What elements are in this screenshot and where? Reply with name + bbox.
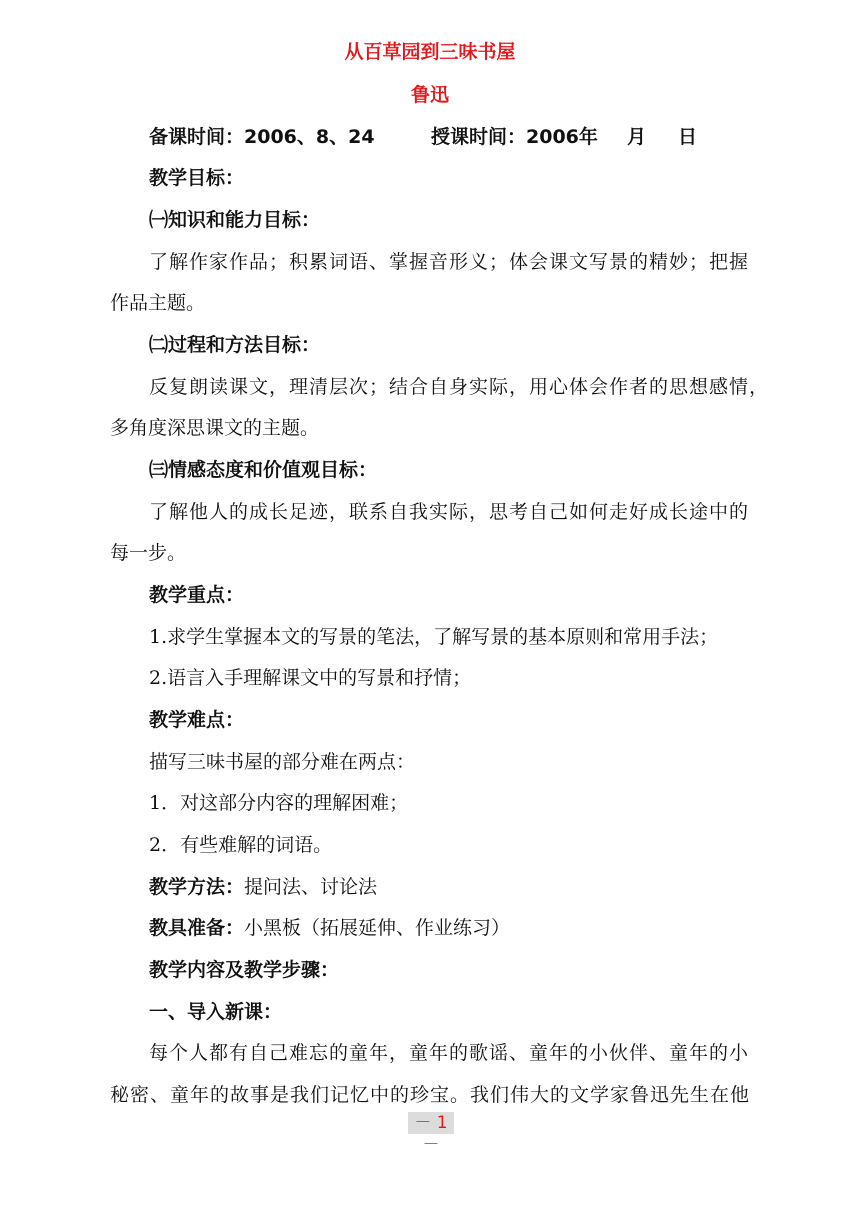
difficulty-2: 2．有些难解的词语。 xyxy=(149,834,333,856)
teaching-tools xyxy=(149,916,510,940)
difficulty-1: 1．对这部分内容的理解困难； xyxy=(149,792,409,814)
teaching-method xyxy=(149,875,377,899)
objective-3-heading: ㈢情感态度和价值观目标： xyxy=(149,459,378,481)
objective-2-text-line1: 反复朗读课文，理清层次；结合自身实际，用心体会作者的思想感情， xyxy=(149,376,770,398)
teaching-tools-label: 教具准备： xyxy=(149,917,245,939)
objective-1-text-line1: 了解作家作品；积累词语、掌握音形义；体会课文写景的精妙；把握 xyxy=(149,251,750,273)
teach-time: 授课时间：2006年 xyxy=(431,126,598,148)
objective-3-text-line1: 了解他人的成长足迹，联系自我实际，思考自己如何走好成长途中的 xyxy=(149,501,750,523)
key-points-heading: 教学重点： xyxy=(149,584,245,606)
difficulties-intro: 描写三味书屋的部分难在两点： xyxy=(149,751,416,773)
teach-day: 日 xyxy=(678,126,698,148)
teaching-method-label: 教学方法： xyxy=(149,876,245,898)
prep-time: 备课时间：2006、8、24 xyxy=(149,126,375,148)
content-heading: 教学内容及教学步骤： xyxy=(149,959,340,981)
objective-1-text-line2: 作品主题。 xyxy=(110,292,206,314)
difficulties-heading: 教学难点： xyxy=(149,709,245,731)
objective-1-heading: ㈠知识和能力目标： xyxy=(149,209,321,231)
objective-3-text-line2: 每一步。 xyxy=(110,542,187,564)
key-point-1: 1.求学生掌握本文的写景的笔法，了解写景的基本原则和常用手法； xyxy=(149,626,719,648)
document-author: 鲁迅 xyxy=(410,84,449,106)
key-point-2: 2.语言入手理解课文中的写景和抒情； xyxy=(149,667,472,689)
teaching-method-value: 提问法、讨论法 xyxy=(244,876,378,898)
objectives-heading: 教学目标： xyxy=(149,167,245,189)
teach-month: 月 xyxy=(627,126,647,148)
objective-2-text-line2: 多角度深思课文的主题。 xyxy=(110,417,320,439)
page-number: － 1 － xyxy=(408,1112,454,1134)
objective-2-heading: ㈡过程和方法目标： xyxy=(149,334,321,356)
document-title: 从百草园到三味书屋 xyxy=(344,41,516,63)
teaching-tools-value: 小黑板（拓展延伸、作业练习） xyxy=(244,917,511,939)
section-1-text-line1: 每个人都有自己难忘的童年，童年的歌谣、童年的小伙伴、童年的小 xyxy=(149,1042,750,1064)
section-1-heading: 一、导入新课： xyxy=(149,1001,283,1023)
section-1-text-line2: 秘密、童年的故事是我们记忆中的珍宝。我们伟大的文学家鲁迅先生在他 xyxy=(110,1084,751,1106)
